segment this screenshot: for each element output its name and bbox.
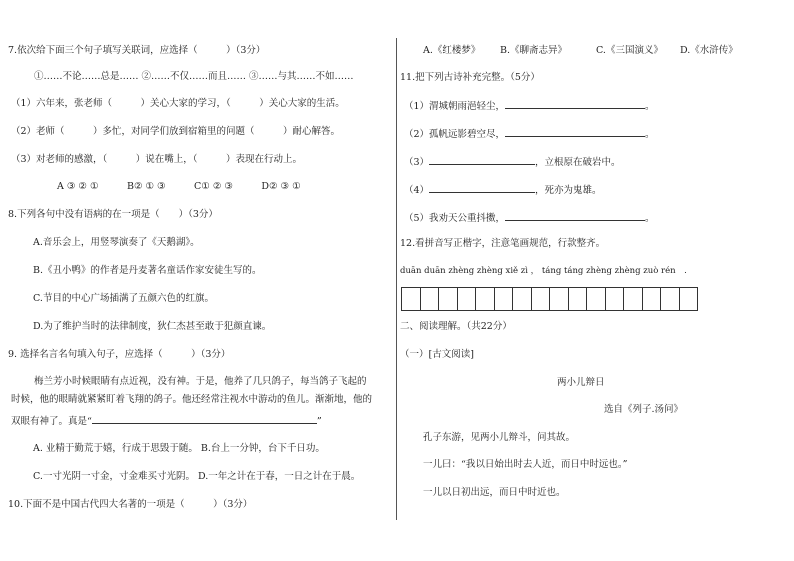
writing-cell[interactable] bbox=[531, 287, 551, 311]
q11-line-4: （4） ，死亦为鬼雄。 bbox=[404, 182, 602, 197]
q10-option-b: B.《聊斋志异》 bbox=[500, 45, 568, 56]
writing-cell[interactable] bbox=[679, 287, 699, 311]
q7-sentence-2: （2）老师（ ）多忙，对同学们放到宿箱里的问题（ ）耐心解答。 bbox=[11, 126, 341, 137]
q11-blank-2[interactable] bbox=[505, 126, 645, 137]
q9-passage-line-3: 双眼有神了。真是“ ” bbox=[11, 413, 322, 428]
section-2-subtitle: （一）[古文阅读] bbox=[400, 349, 474, 360]
writing-cell[interactable] bbox=[401, 287, 421, 311]
passage-source: 选自《列子.汤问》 bbox=[604, 404, 684, 415]
writing-cell[interactable] bbox=[438, 287, 458, 311]
q12-pinyin: duān duān zhèng zhèng xiě zì ， táng táng zhèng zhèng zuò rén . bbox=[400, 266, 687, 276]
q11-line-3: （3） ，立根原在破岩中。 bbox=[404, 154, 621, 169]
q10-option-a: A.《红楼梦》 bbox=[423, 45, 481, 56]
q11-line-1: （1）渭城朝雨浥轻尘， 。 bbox=[404, 98, 655, 113]
q9-stem: 9. 选择名言名句填入句子，应选择（ ）（3分） bbox=[8, 349, 231, 360]
writing-cell[interactable] bbox=[475, 287, 495, 311]
q9-option-ab: A. 业精于勤荒于嬉，行成于思毁于随。 B.台上一分钟，台下千日功。 bbox=[33, 443, 325, 454]
q7-connectives: ①……不论……总是…… ②……不仅……而且…… ③……与其……不如…… bbox=[34, 71, 354, 82]
q7-stem: 7.依次给下面三个句子填写关联词，应选择（ ）（3分） bbox=[8, 45, 266, 56]
q11-blank-4[interactable] bbox=[429, 182, 535, 193]
q7-options: A ③ ② ① B② ① ③ C① ② ③ D② ③ ① bbox=[57, 181, 301, 192]
passage-para-1: 孔子东游，见两小儿辩斗，问其故。 bbox=[423, 432, 576, 443]
q9-passage-line-2: 时候，他的眼睛就紧紧盯着飞翔的鸽子。他还经常注视水中游动的鱼儿。渐渐地，他的 bbox=[11, 394, 373, 405]
q11-line-5: （5）我劝天公重抖擞， 。 bbox=[404, 210, 655, 225]
q8-stem: 8.下列各句中没有语病的在一项是（ ）（3分） bbox=[8, 209, 218, 220]
writing-cell[interactable] bbox=[457, 287, 477, 311]
q8-option-c: C.节目的中心广场插满了五颜六色的红旗。 bbox=[33, 293, 214, 304]
passage-para-3: 一儿以日初出远，而日中时近也。 bbox=[423, 487, 566, 498]
section-2-title: 二、阅读理解。（共22分） bbox=[400, 321, 512, 332]
writing-cell[interactable] bbox=[420, 287, 440, 311]
q9-option-cd: C.一寸光阴一寸金，寸金难买寸光阴。 D.一年之计在于春，一日之计在于晨。 bbox=[33, 471, 361, 482]
q8-option-d: D.为了维护当时的法律制度，狄仁杰甚至敢于犯颜直谏。 bbox=[33, 321, 272, 332]
q12-stem: 12.看拼音写正楷字，注意笔画规范，行款整齐。 bbox=[400, 238, 606, 249]
q7-sentence-3: （3）对老师的感激，（ ）说在嘴上，（ ）表现在行动上。 bbox=[11, 154, 303, 165]
writing-cell[interactable] bbox=[623, 287, 643, 311]
writing-cell[interactable] bbox=[512, 287, 532, 311]
q7-sentence-1: （1）六年来，张老师（ ）关心大家的学习，（ ）关心大家的生活。 bbox=[11, 98, 345, 109]
writing-cell[interactable] bbox=[549, 287, 569, 311]
q10-stem: 10.下面不是中国古代四大名著的一项是（ ）（3分） bbox=[8, 499, 253, 510]
passage-title: 两小儿辩日 bbox=[557, 377, 605, 388]
writing-cell[interactable] bbox=[586, 287, 606, 311]
q8-option-b: B.《丑小鸭》的作者是丹麦著名童话作家安徒生写的。 bbox=[33, 265, 262, 276]
writing-cell[interactable] bbox=[605, 287, 625, 311]
q9-answer-blank[interactable] bbox=[92, 413, 317, 424]
writing-cell[interactable] bbox=[494, 287, 514, 311]
q11-blank-1[interactable] bbox=[505, 98, 645, 109]
writing-cell[interactable] bbox=[568, 287, 588, 311]
writing-cell[interactable] bbox=[642, 287, 662, 311]
passage-para-2: 一儿曰：“我以日始出时去人近，而日中时远也。” bbox=[423, 459, 628, 470]
column-divider bbox=[396, 38, 397, 520]
q10-option-d: D.《水浒传》 bbox=[680, 45, 738, 56]
q12-writing-grid bbox=[401, 287, 697, 311]
q11-blank-3[interactable] bbox=[429, 154, 535, 165]
writing-cell[interactable] bbox=[660, 287, 680, 311]
q11-stem: 11.把下列古诗补充完整。（5分） bbox=[400, 72, 540, 83]
q8-option-a: A.音乐会上，用竖琴演奏了《天鹅湖》。 bbox=[33, 237, 200, 248]
q10-option-c: C.《三国演义》 bbox=[596, 45, 663, 56]
q9-passage-line-1: 梅兰芳小时候眼睛有点近视，没有神。于是，他养了几只鸽子，每当鸽子飞起的 bbox=[34, 376, 367, 387]
q11-blank-5[interactable] bbox=[505, 210, 645, 221]
q11-line-2: （2）孤帆远影碧空尽， 。 bbox=[404, 126, 655, 141]
